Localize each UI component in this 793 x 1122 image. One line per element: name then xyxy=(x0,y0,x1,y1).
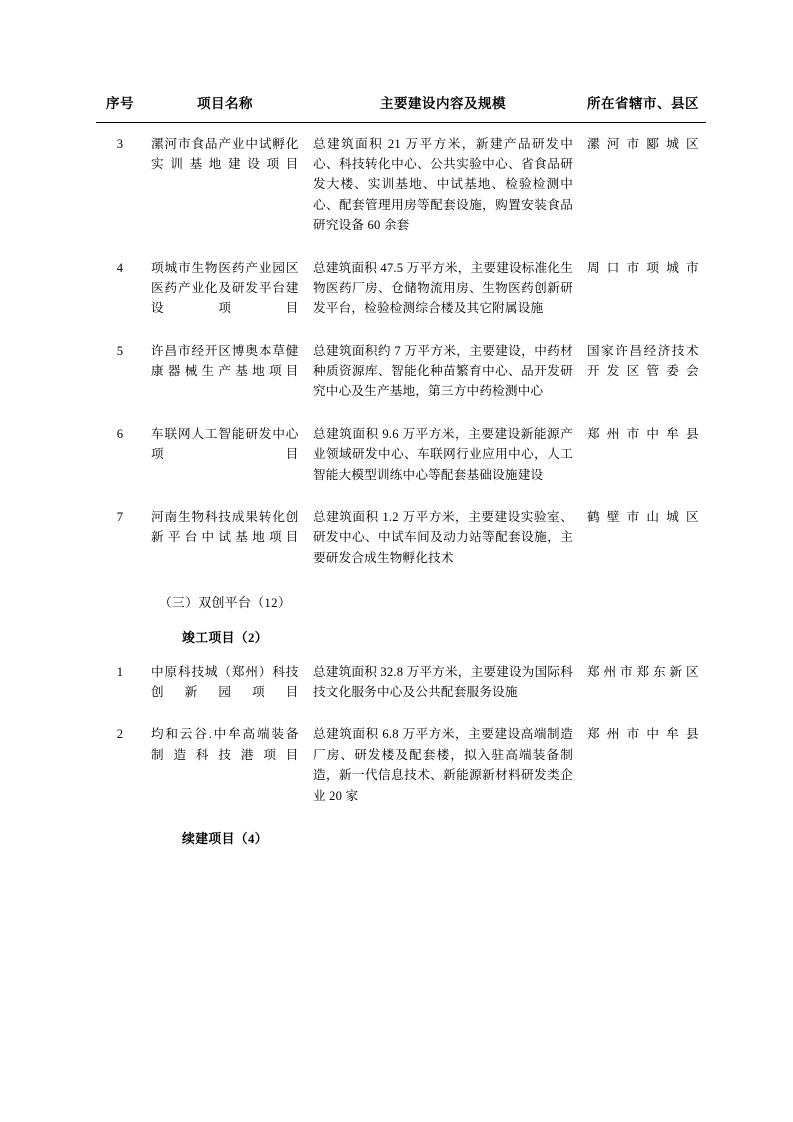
cell-region: 漯河市郾城区 xyxy=(587,136,699,151)
cell-blank xyxy=(96,579,144,616)
table-row xyxy=(96,413,706,496)
cell-blank xyxy=(580,579,706,616)
cell-blank xyxy=(306,616,580,651)
cell-project-name: 漯河市食品产业中试孵化实训基地建设项目 xyxy=(151,136,299,171)
table-header xyxy=(96,92,706,122)
cell-blank xyxy=(580,817,706,852)
cell-project-name: 河南生物科技成果转化创新平台中试基地项目 xyxy=(151,510,299,545)
cell-seq: 4 xyxy=(116,260,124,275)
cell-blank xyxy=(580,616,706,651)
table-row xyxy=(96,122,706,246)
cell-project-name: 许昌市经开区博奥本草健康器械生产基地项目 xyxy=(151,343,299,379)
cell-content: 总建筑面积 21 万平方米，新建产品研发中心、科技转化中心、公共实验中心、省食品研发大楼、实训基地、中试基地、检验检测中心、配套管理用房等配套设施，购置安装食品研究设备 60 余套 xyxy=(313,136,573,233)
table-row xyxy=(96,247,706,330)
cell-content: 总建筑面积 47.5 万平方米，主要建设标准化生物医药厂房、仓储物流用房、生物医药创新研发平台，检验检测综合楼及其它附属设施 xyxy=(313,260,573,316)
cell-blank xyxy=(306,579,580,616)
cell-content: 总建筑面积 9.6 万平方米，主要建设新能源产业领域研发中心、车联网行业应用中心，人工智能大模型训练中心等配套基础设施建设 xyxy=(313,426,573,482)
column-header-seq: 序号 xyxy=(106,96,134,111)
cell-seq: 5 xyxy=(116,343,124,358)
project-list-table xyxy=(96,92,706,852)
cell-seq: 7 xyxy=(116,510,124,525)
cell-project-name: 项城市生物医药产业园区医药产业化及研发平台建设项目 xyxy=(151,260,299,316)
cell-project-name: 中原科技城（郑州）科技创新园项目 xyxy=(151,664,299,700)
cell-blank xyxy=(96,817,144,852)
table-row xyxy=(96,496,706,579)
cell-blank xyxy=(96,616,144,651)
subsection-heading-label: 续建项目（4） xyxy=(182,831,268,846)
cell-region: 国家许昌经济技术开发区管委会 xyxy=(587,343,699,379)
cell-seq: 2 xyxy=(116,727,124,742)
cell-region: 周口市项城市 xyxy=(587,260,699,275)
cell-content: 总建筑面积 32.8 万平方米，主要建设为国际科技文化服务中心及公共配套服务设施 xyxy=(313,664,573,700)
cell-seq: 1 xyxy=(116,664,124,679)
cell-project-name: 均和云谷.中牟高端装备制造科技港项目 xyxy=(151,727,299,762)
column-header-project-name: 项目名称 xyxy=(197,96,253,111)
cell-region: 鹤壁市山城区 xyxy=(587,510,699,525)
subsection-heading-row xyxy=(96,817,706,852)
cell-project-name: 车联网人工智能研发中心项目 xyxy=(151,426,299,462)
column-header-region: 所在省辖市、县区 xyxy=(587,96,699,111)
cell-region: 郑州市中牟县 xyxy=(587,727,699,742)
table-row xyxy=(96,651,706,714)
table-row xyxy=(96,713,706,817)
cell-region: 郑州市郑东新区 xyxy=(587,664,699,679)
cell-content: 总建筑面积约 7 万平方米，主要建设，中药材种质资源库、智能化种苗繁育中心、品开发研究中心及生产基地，第三方中药检测中心 xyxy=(313,343,573,399)
section-heading-label: （三）双创平台（12） xyxy=(158,596,292,611)
column-header-content: 主要建设内容及规模 xyxy=(380,96,506,111)
cell-seq: 6 xyxy=(116,426,124,441)
table-body xyxy=(96,122,706,852)
cell-region: 郑州市中牟县 xyxy=(587,426,699,441)
cell-blank xyxy=(306,817,580,852)
cell-content: 总建筑面积 1.2 万平方米，主要建设实验室、研发中心、中试车间及动力站等配套设施，主要研发合成生物孵化技术 xyxy=(313,510,573,565)
cell-seq: 3 xyxy=(116,136,124,151)
subsection-heading-label: 竣工项目（2） xyxy=(182,630,268,645)
section-heading-row xyxy=(96,579,706,616)
table-row xyxy=(96,330,706,413)
cell-content: 总建筑面积 6.8 万平方米，主要建设高端制造厂房、研发楼及配套楼，拟入驻高端装备制造，新一代信息技术、新能源新材料研发类企业 20 家 xyxy=(313,727,573,803)
subsection-heading-row xyxy=(96,616,706,651)
